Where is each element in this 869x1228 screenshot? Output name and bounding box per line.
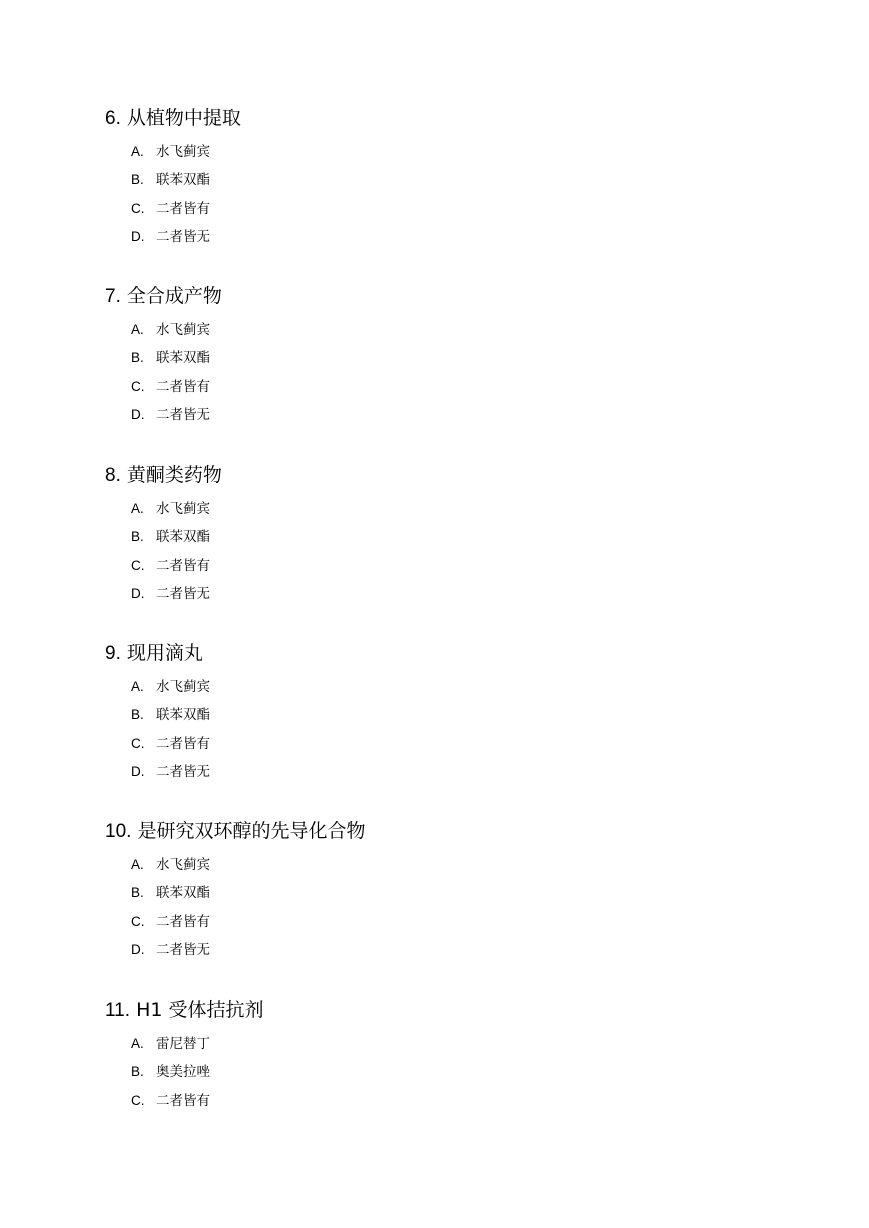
question-text: 从植物中提取 (126, 107, 241, 129)
question-title (105, 463, 222, 487)
option-letter: B. (131, 350, 144, 366)
option-text: 二者皆有 (156, 557, 210, 574)
option-b (131, 344, 222, 372)
question-title (105, 641, 210, 665)
option-c (131, 908, 365, 936)
option-letter: B. (131, 1064, 144, 1080)
options-list (105, 495, 222, 608)
option-letter: A. (131, 144, 144, 159)
option-letter: C. (131, 200, 145, 216)
option-letter: B. (131, 885, 144, 901)
option-letter: C. (131, 557, 145, 573)
options-list (105, 851, 365, 964)
option-b (131, 701, 210, 729)
option-letter: A. (131, 1036, 144, 1051)
option-letter: A. (131, 857, 144, 872)
option-letter: C. (131, 378, 145, 394)
option-text: 联苯双酯 (156, 529, 210, 546)
question-title (105, 998, 263, 1022)
option-letter: A. (131, 322, 144, 337)
option-d (131, 936, 365, 964)
option-d (131, 758, 210, 786)
option-letter: B. (131, 529, 144, 545)
question-6 (105, 106, 241, 251)
options-list (105, 1030, 263, 1115)
options-list (105, 316, 222, 429)
option-c (131, 552, 222, 580)
option-a (131, 851, 365, 879)
question-number: 6. (105, 108, 121, 129)
options-list (105, 138, 241, 251)
option-letter: D. (131, 585, 145, 601)
option-d (131, 223, 241, 251)
question-number: 9. (105, 643, 121, 664)
question-8 (105, 463, 222, 608)
option-text: 水飞蓟宾 (156, 857, 210, 873)
option-text: 二者皆有 (156, 913, 210, 930)
option-text: 联苯双酯 (156, 350, 210, 367)
option-text: 二者皆有 (156, 200, 210, 217)
question-text: H1 受体拮抗剂 (136, 999, 264, 1021)
option-text: 水飞蓟宾 (156, 144, 210, 160)
option-b (131, 166, 241, 194)
option-text: 二者皆有 (156, 1092, 210, 1109)
option-b (131, 879, 365, 907)
option-letter: C. (131, 1092, 145, 1108)
option-text: 联苯双酯 (156, 885, 210, 902)
option-text: 二者皆无 (156, 941, 210, 958)
question-text: 黄酮类药物 (126, 464, 222, 486)
option-text: 二者皆无 (156, 763, 210, 780)
question-number: 8. (105, 465, 121, 486)
option-letter: A. (131, 501, 144, 516)
option-c (131, 195, 241, 223)
option-letter: B. (131, 707, 144, 723)
option-letter: A. (131, 679, 144, 694)
question-number: 10. (105, 821, 132, 842)
option-letter: C. (131, 913, 145, 929)
option-a (131, 1030, 263, 1058)
option-a (131, 138, 241, 166)
option-text: 联苯双酯 (156, 172, 210, 189)
question-number: 11. (105, 1000, 131, 1021)
question-11 (105, 998, 263, 1115)
question-10 (105, 819, 365, 964)
question-text: 全合成产物 (126, 285, 222, 307)
option-c (131, 373, 222, 401)
option-a (131, 316, 222, 344)
option-letter: D. (131, 941, 145, 957)
option-a (131, 673, 210, 701)
question-number: 7. (105, 286, 121, 307)
option-text: 二者皆无 (156, 585, 210, 602)
option-d (131, 401, 222, 429)
option-text: 水飞蓟宾 (156, 679, 210, 695)
option-text: 二者皆无 (156, 228, 210, 245)
option-b (131, 1058, 263, 1086)
options-list (105, 673, 210, 786)
option-c (131, 730, 210, 758)
option-letter: B. (131, 172, 144, 188)
option-text: 奥美拉唑 (156, 1064, 210, 1081)
option-d (131, 580, 222, 608)
question-text: 是研究双环醇的先导化合物 (137, 820, 366, 842)
option-b (131, 523, 222, 551)
question-7 (105, 284, 222, 429)
question-title (105, 284, 222, 308)
option-a (131, 495, 222, 523)
option-c (131, 1087, 263, 1115)
question-title (105, 106, 241, 130)
option-text: 二者皆无 (156, 406, 210, 423)
question-text: 现用滴丸 (126, 642, 203, 664)
option-letter: D. (131, 406, 145, 422)
option-text: 水飞蓟宾 (156, 322, 210, 338)
option-text: 水飞蓟宾 (156, 501, 210, 517)
question-title (105, 819, 365, 843)
option-text: 雷尼替丁 (156, 1036, 210, 1052)
option-letter: C. (131, 735, 145, 751)
option-letter: D. (131, 763, 145, 779)
option-letter: D. (131, 228, 145, 244)
option-text: 联苯双酯 (156, 707, 210, 724)
question-9 (105, 641, 210, 786)
option-text: 二者皆有 (156, 378, 210, 395)
option-text: 二者皆有 (156, 735, 210, 752)
